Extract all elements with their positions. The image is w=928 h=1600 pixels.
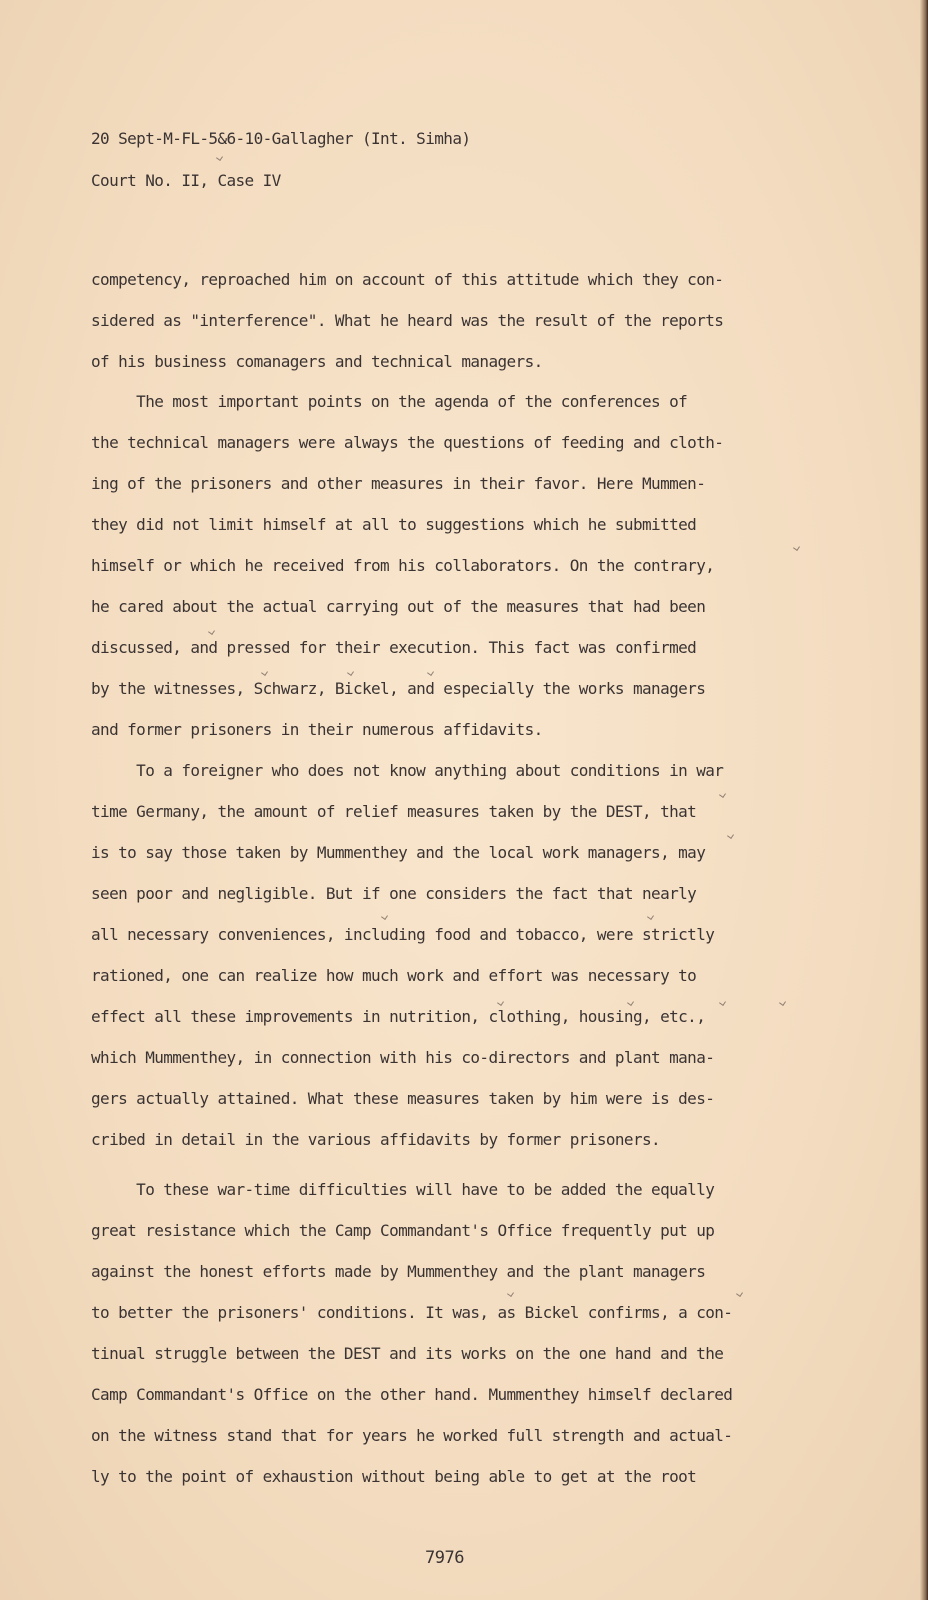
body-line: ing of the prisoners and other measures in their favor. Here Mummen- — [91, 474, 706, 493]
body-line: effect all these improvements in nutrition, clothing, housing, etc., — [91, 1007, 706, 1026]
body-line: himself or which he received from his collaborators. On the contrary, — [91, 556, 715, 575]
body-line: and former prisoners in their numerous affidavits. — [91, 720, 543, 739]
body-line: The most important points on the agenda of the conferences of — [91, 392, 688, 411]
proofread-tick-mark — [727, 832, 734, 839]
body-line: all necessary conveniences, including food and tobacco, were strictly — [91, 925, 715, 944]
body-line: against the honest efforts made by Mummenthey and the plant managers — [91, 1262, 706, 1281]
body-line: on the witness stand that for years he worked full strength and actual- — [91, 1426, 733, 1445]
body-line: Camp Commandant's Office on the other hand. Mummenthey himself declared — [91, 1385, 733, 1404]
body-line: is to say those taken by Mummenthey and the local work managers, may — [91, 843, 706, 862]
proofread-tick-mark — [736, 1290, 743, 1297]
body-line: tinual struggle between the DEST and its works on the one hand and the — [91, 1344, 724, 1363]
body-line: cribed in detail in the various affidavits by former prisoners. — [91, 1130, 661, 1149]
header-line-1: 20 Sept-M-FL-5&6-10-Gallagher (Int. Simha) — [91, 129, 471, 148]
body-line: sidered as "interference". What he heard was the result of the reports — [91, 311, 724, 330]
body-line: of his business comanagers and technical managers. — [91, 352, 543, 371]
body-line: they did not limit himself at all to suggestions which he submitted — [91, 515, 697, 534]
proofread-tick-mark — [779, 999, 786, 1006]
proofread-tick-mark — [793, 544, 800, 551]
body-line: ly to the point of exhaustion without being able to get at the root — [91, 1467, 697, 1486]
proofread-tick-mark — [507, 1290, 514, 1297]
proofread-tick-mark — [719, 791, 726, 798]
body-line: he cared about the actual carrying out of the measures that had been — [91, 597, 706, 616]
proofread-tick-mark — [381, 913, 388, 920]
body-line: gers actually attained. What these measures taken by him were is des- — [91, 1089, 715, 1108]
proofread-tick-mark — [347, 669, 354, 676]
body-line: the technical managers were always the questions of feeding and cloth- — [91, 433, 724, 452]
proofread-tick-mark — [719, 999, 726, 1006]
proofread-tick-mark — [647, 913, 654, 920]
proofread-tick-mark — [216, 154, 223, 161]
proofread-tick-mark — [497, 999, 504, 1006]
body-line: To these war-time difficulties will have to be added the equally — [91, 1180, 715, 1199]
proofread-tick-mark — [208, 628, 215, 635]
body-line: competency, reproached him on account of this attitude which they con- — [91, 270, 724, 289]
body-line: seen poor and negligible. But if one considers the fact that nearly — [91, 884, 697, 903]
proofread-tick-mark — [627, 999, 634, 1006]
body-line: great resistance which the Camp Commandant's Office frequently put up — [91, 1221, 715, 1240]
body-line: rationed, one can realize how much work and effort was necessary to — [91, 966, 697, 985]
page-edge-shadow — [920, 0, 928, 1600]
body-line: time Germany, the amount of relief measures taken by the DEST, that — [91, 802, 697, 821]
proofread-tick-mark — [261, 669, 268, 676]
body-line: discussed, and pressed for their execution. This fact was confirmed — [91, 638, 697, 657]
header-line-2: Court No. II, Case IV — [91, 171, 281, 190]
body-line: by the witnesses, Schwarz, Bickel, and especially the works managers — [91, 679, 706, 698]
page-number: 7976 — [425, 1548, 464, 1568]
body-line: which Mummenthey, in connection with his co-directors and plant mana- — [91, 1048, 715, 1067]
body-line: To a foreigner who does not know anything about conditions in war — [91, 761, 724, 780]
proofread-tick-mark — [427, 669, 434, 676]
body-line: to better the prisoners' conditions. It was, as Bickel confirms, a con- — [91, 1303, 733, 1322]
